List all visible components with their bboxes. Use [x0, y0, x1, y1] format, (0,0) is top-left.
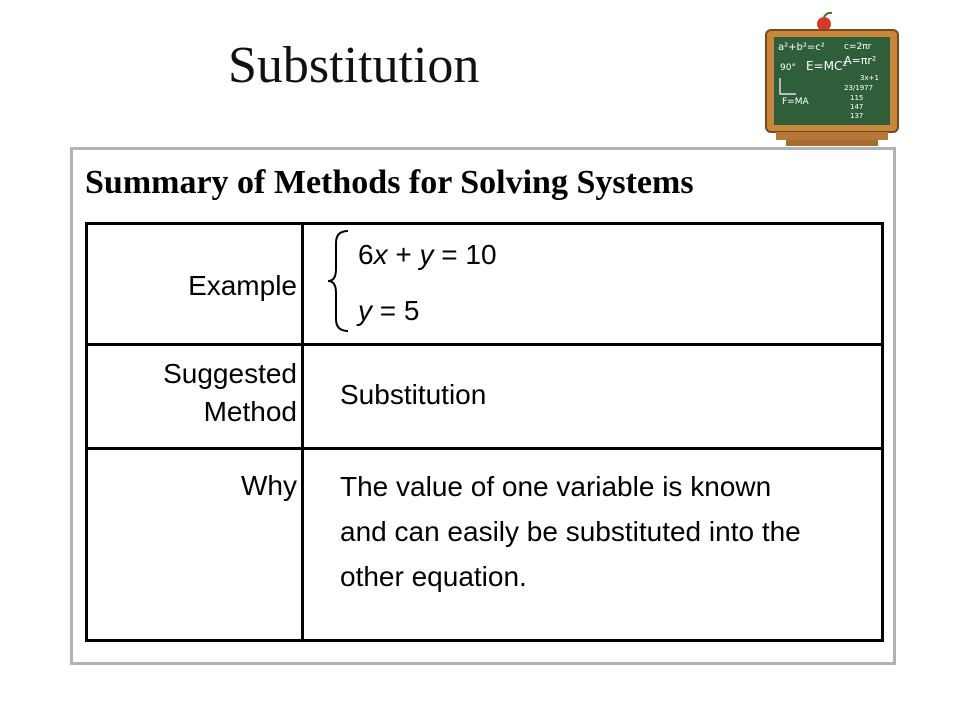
brace-icon	[326, 229, 356, 333]
eq1-var-x: x	[373, 239, 388, 270]
summary-table	[85, 222, 884, 642]
chalkboard-icon	[762, 12, 902, 150]
row-label-example: Example	[188, 270, 297, 301]
chalk-formula-11: 137	[850, 112, 864, 120]
chalk-formula-3: A=πr²	[844, 54, 877, 67]
summary-panel	[70, 147, 896, 665]
row-label-suggested-line1: Suggested	[163, 358, 297, 389]
chalk-formula-7: 3x+1	[860, 74, 879, 82]
slide-title: Substitution	[228, 37, 480, 94]
row-divider	[88, 343, 881, 346]
eq2-var-y: y	[358, 295, 372, 326]
row-label-why: Why	[241, 470, 297, 501]
eq2-rhs: = 5	[372, 295, 420, 326]
suggested-method-value: Substitution	[340, 379, 487, 410]
eq1-plus: +	[387, 239, 420, 270]
chalk-formula-8: 23/1977	[844, 84, 874, 92]
chalk-formula-2: c=2πr	[844, 42, 872, 52]
eq1-var-y: y	[419, 239, 434, 270]
row-label-suggested-line2: Method	[203, 396, 297, 427]
why-value: The value of one variable is known and can easily be substituted into the other equation.	[340, 471, 801, 592]
chalk-formula-10: 147	[850, 103, 864, 111]
row-divider	[88, 447, 881, 450]
chalk-formula-1: a²+b²=c²	[778, 42, 825, 53]
row-label-suggested	[163, 357, 297, 429]
column-divider	[301, 225, 304, 639]
chalk-formula-5: 90°	[780, 63, 796, 73]
eq1-rhs: = 10	[433, 239, 497, 270]
chalk-formula-4: E=MC²	[806, 59, 848, 73]
panel-heading: Summary of Methods for Solving Systems	[85, 164, 694, 201]
chalk-formula-6: F=MA	[782, 97, 809, 107]
eq1-coefficient: 6	[358, 239, 374, 270]
chalk-formula-9: 115	[850, 94, 864, 102]
equation-2	[358, 295, 419, 327]
equation-1	[358, 239, 497, 271]
